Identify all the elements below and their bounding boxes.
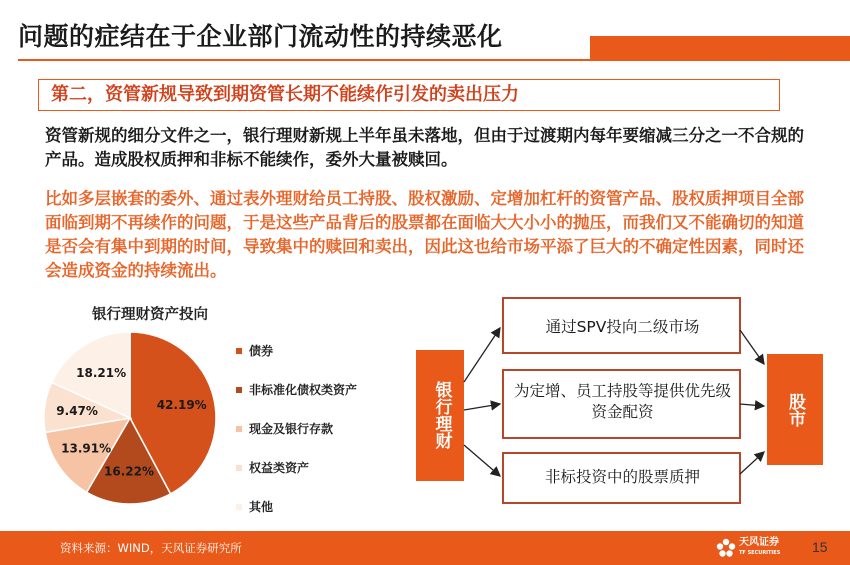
arrow-channel-1-to-target bbox=[740, 330, 764, 364]
pie-chart-title: 银行理财资产投向 bbox=[92, 307, 208, 323]
pie-data-label-4: 18.21% bbox=[76, 366, 127, 381]
legend-label: 权益类资产 bbox=[249, 461, 310, 475]
legend-swatch bbox=[236, 348, 242, 354]
logo-subtext: TF SECURITIES bbox=[739, 550, 781, 556]
legend-label: 其他 bbox=[249, 500, 274, 514]
pie-data-label-3: 9.47% bbox=[56, 404, 98, 419]
channel-label-3: 非标投资中的股票质押 bbox=[544, 468, 700, 486]
legend-swatch bbox=[236, 504, 242, 510]
target-label: 股市 bbox=[785, 393, 805, 427]
arrow-channel-3-to-target bbox=[740, 452, 764, 474]
channel-label-2: 为定增、员工持股等提供优先级资金配资 bbox=[513, 382, 731, 421]
pie-chart bbox=[30, 325, 230, 515]
page-number: 15 bbox=[812, 539, 828, 555]
title-bar bbox=[0, 14, 850, 60]
subheading-box bbox=[38, 79, 780, 111]
source-label: 银行理财 bbox=[431, 380, 452, 449]
paragraph-2: 比如多层嵌套的委外、通过表外理财给员工持股、股权激励、定增加杠杆的资管产品、股权质押项目全部面临到期不再续作的问题，于是这些产品背后的股票都在面临大大小小的抛压，而我们又不能确切的知道是否会有集中到期的时间，导致集中的赎回和卖出，因此这也给市场平添了巨大的不确定性因素，同时还会造成资金的持续流出。 bbox=[45, 189, 804, 280]
arrow-source-to-channel-3 bbox=[464, 445, 500, 476]
footer-bar bbox=[0, 531, 850, 565]
subheading: 第二，资管新规导致到期资管长期不能续作引发的卖出压力 bbox=[51, 84, 519, 105]
arrow-source-to-channel-2 bbox=[464, 404, 500, 410]
arrow-source-to-channel-1 bbox=[464, 328, 500, 382]
legend-swatch bbox=[236, 426, 242, 432]
legend-label: 非标准化债权类资产 bbox=[249, 383, 358, 397]
flower-logo-icon bbox=[716, 538, 736, 558]
legend-label: 现金及银行存款 bbox=[249, 422, 334, 436]
legend-swatch bbox=[236, 465, 242, 471]
channel-label-1: 通过SPV投向二级市场 bbox=[545, 318, 700, 336]
pie-data-label-1: 16.22% bbox=[104, 464, 154, 479]
footer-source: 资料来源：WIND，天风证券研究所 bbox=[60, 541, 242, 555]
footer-logo bbox=[716, 537, 780, 559]
page-title: 问题的症结在于企业部门流动性的持续恶化 bbox=[18, 22, 503, 51]
arrow-channel-2-to-target bbox=[740, 404, 764, 406]
legend-label: 债券 bbox=[249, 344, 274, 358]
logo-text: 天风证券 bbox=[739, 537, 779, 548]
pie-data-label-2: 13.91% bbox=[61, 441, 112, 456]
pie-data-label-0: 42.19% bbox=[156, 398, 207, 413]
legend-swatch bbox=[236, 387, 242, 393]
title-underline bbox=[18, 59, 850, 61]
title-accent-bar bbox=[590, 36, 850, 60]
paragraph-1: 资管新规的细分文件之一，银行理财新规上半年虽未落地，但由于过渡期内每年要缩减三分之一不合规的产品。造成股权质押和非标不能续作，委外大量被赎回。 bbox=[45, 126, 804, 169]
